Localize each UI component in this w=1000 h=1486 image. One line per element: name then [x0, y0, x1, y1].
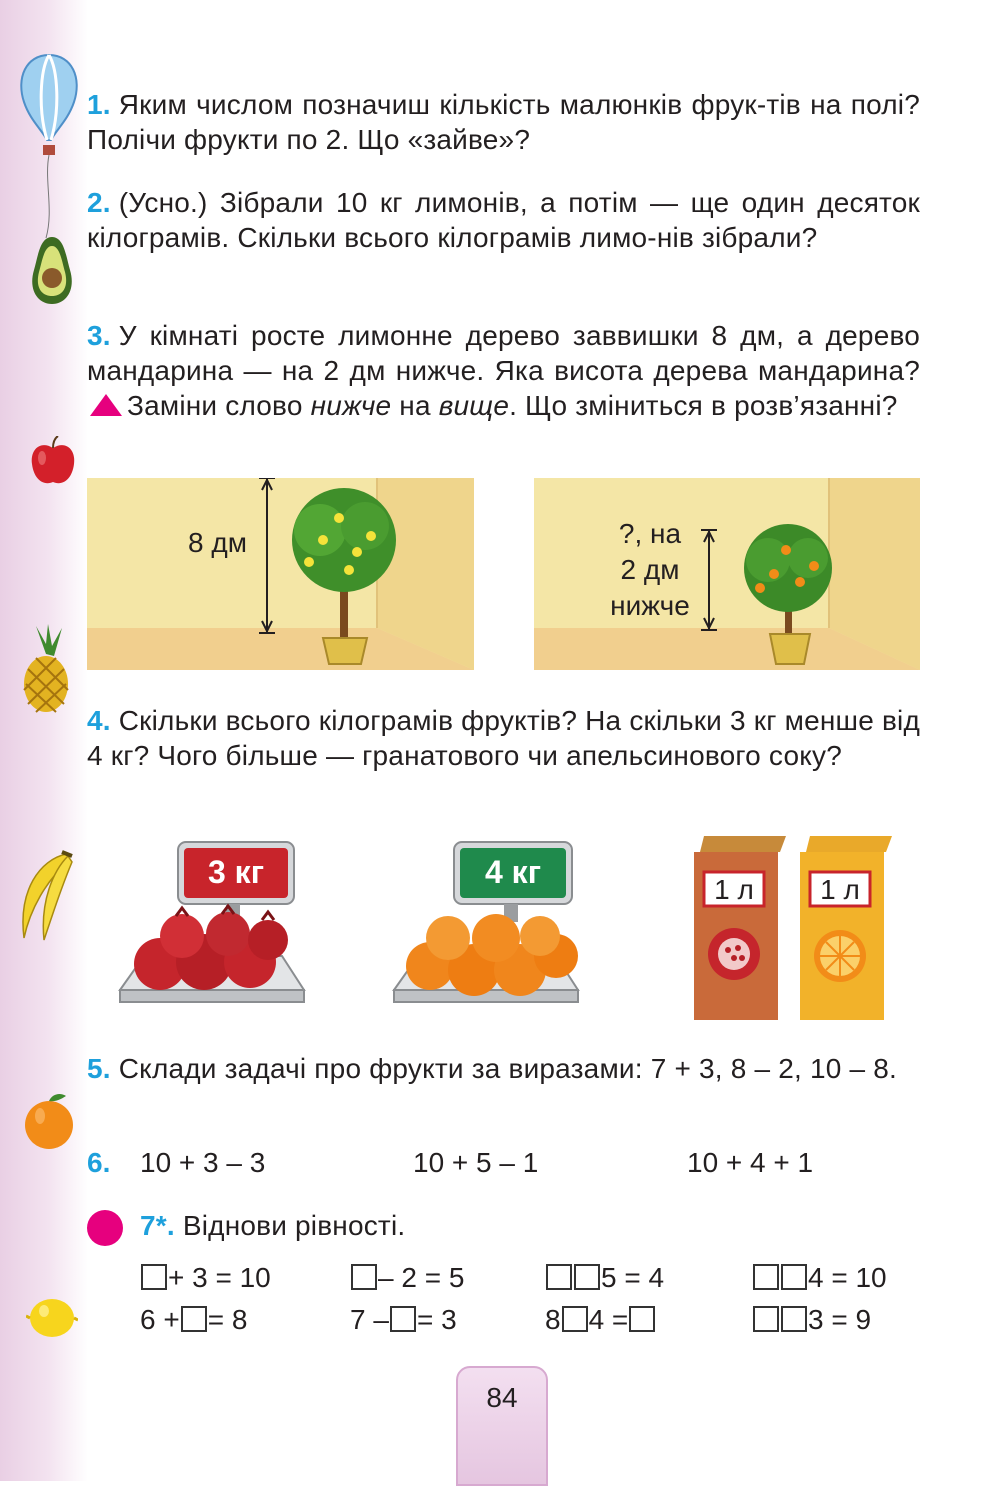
equation [752, 1304, 871, 1336]
equation [350, 1262, 464, 1294]
label-line: ?, на [618, 518, 682, 549]
task-number: 6. [87, 1147, 111, 1178]
answer-box[interactable] [546, 1264, 572, 1290]
juice-label-1: 1 л [714, 874, 754, 905]
equation-text: 6 + [140, 1304, 180, 1335]
pomegranate-juice-carton [694, 836, 786, 1022]
expression-1: 10 + 3 – 3 [140, 1147, 266, 1178]
answer-box[interactable] [781, 1264, 807, 1290]
task-text-cont: . Що зміниться в розв’язанні? [509, 390, 898, 421]
word-lower: нижче [310, 390, 392, 421]
page-number-tab [456, 1366, 548, 1486]
equation-text: 5 = 4 [601, 1262, 665, 1293]
word-higher: вище [438, 390, 510, 421]
pineapple-icon [18, 624, 74, 714]
equation-text: 7 – [350, 1304, 389, 1335]
task-2 [87, 185, 920, 255]
task-text: Склади задачі про фрукти за виразами: 7 + 3, 8 – 2, 10 – 8. [118, 1053, 897, 1084]
equation-text: 4 = 10 [808, 1262, 887, 1293]
task-number: 4. [87, 705, 111, 736]
task-text-cont: на [399, 390, 431, 421]
lemon-tree-illustration [87, 478, 474, 670]
equation [752, 1262, 887, 1294]
equation-text: + 3 = 10 [168, 1262, 271, 1293]
task-4 [87, 703, 920, 773]
task-text: (Усно.) Зібрали 10 кг лимонів, а потім — ще один десяток кілограмів. Скільки всього кілограмів лимо-нів зібрали? [87, 187, 920, 253]
expression-3: 10 + 4 + 1 [687, 1147, 814, 1178]
answer-box[interactable] [390, 1306, 416, 1332]
equation-text: – 2 = 5 [378, 1262, 465, 1293]
expression-2: 10 + 5 – 1 [413, 1147, 539, 1178]
mandarin-tree-height-label [590, 516, 710, 624]
balloon-icon [14, 50, 84, 240]
equation-text: 4 = [588, 1304, 629, 1335]
lemon-tree-height-label: 8 дм [188, 527, 247, 558]
label-line: 2 дм [620, 554, 680, 585]
answer-box[interactable] [629, 1306, 655, 1332]
task-number: 5. [87, 1053, 111, 1084]
answer-box[interactable] [781, 1306, 807, 1332]
task-1 [87, 87, 920, 157]
label-line: нижче [610, 590, 690, 621]
equation-text: 8 [545, 1304, 561, 1335]
answer-box[interactable] [141, 1264, 167, 1290]
equation-text: = 3 [416, 1304, 457, 1335]
banana-icon [10, 850, 76, 944]
equation [140, 1262, 271, 1294]
task-number: 2. [87, 187, 111, 218]
equation [350, 1304, 457, 1336]
task-6 [87, 1147, 118, 1179]
equation-text: = 8 [207, 1304, 248, 1335]
equation-text: 3 = 9 [808, 1304, 872, 1335]
task-text: У кімнаті росте лимонне дерево заввишки 8 дм, а дерево мандарина — на 2 дм нижче. Яка висота дерева мандарина? [87, 320, 920, 386]
task-5 [87, 1051, 920, 1086]
answer-box[interactable] [753, 1306, 779, 1332]
answer-box[interactable] [753, 1264, 779, 1290]
equation [140, 1304, 247, 1336]
orange-juice-carton [800, 836, 892, 1022]
equation [545, 1304, 656, 1336]
page-number: 84 [486, 1382, 518, 1413]
juice-label-2: 1 л [820, 874, 860, 905]
apple-icon [28, 436, 78, 488]
answer-box[interactable] [574, 1264, 600, 1290]
task-number: 7*. [140, 1210, 175, 1241]
task-text: Яким числом позначиш кількість малюнків фрук-тів на полі? Полічи фрукти по 2. Що «зайве»? [87, 89, 920, 155]
avocado-icon [26, 234, 78, 306]
task-number: 3. [87, 320, 111, 351]
answer-box[interactable] [181, 1306, 207, 1332]
orange-icon [22, 1090, 76, 1152]
task-number: 1. [87, 89, 111, 120]
scale-label-3kg: 3 кг [207, 854, 265, 890]
task-3 [87, 318, 920, 423]
triangle-marker-icon [89, 393, 123, 417]
task-7 [140, 1208, 540, 1243]
scale-label-4kg: 4 кг [484, 854, 542, 890]
answer-box[interactable] [562, 1306, 588, 1332]
task-text: Віднови рівності. [182, 1210, 406, 1241]
lemon-icon [26, 1294, 78, 1342]
answer-box[interactable] [351, 1264, 377, 1290]
task-text: Скільки всього кілограмів фруктів? На скільки 3 кг менше від 4 кг? Чого більше — гранатового чи апельсинового соку? [87, 705, 920, 771]
equation [545, 1262, 664, 1294]
task-text-cont: Заміни слово [127, 390, 303, 421]
bullet-circle-icon [86, 1209, 124, 1247]
